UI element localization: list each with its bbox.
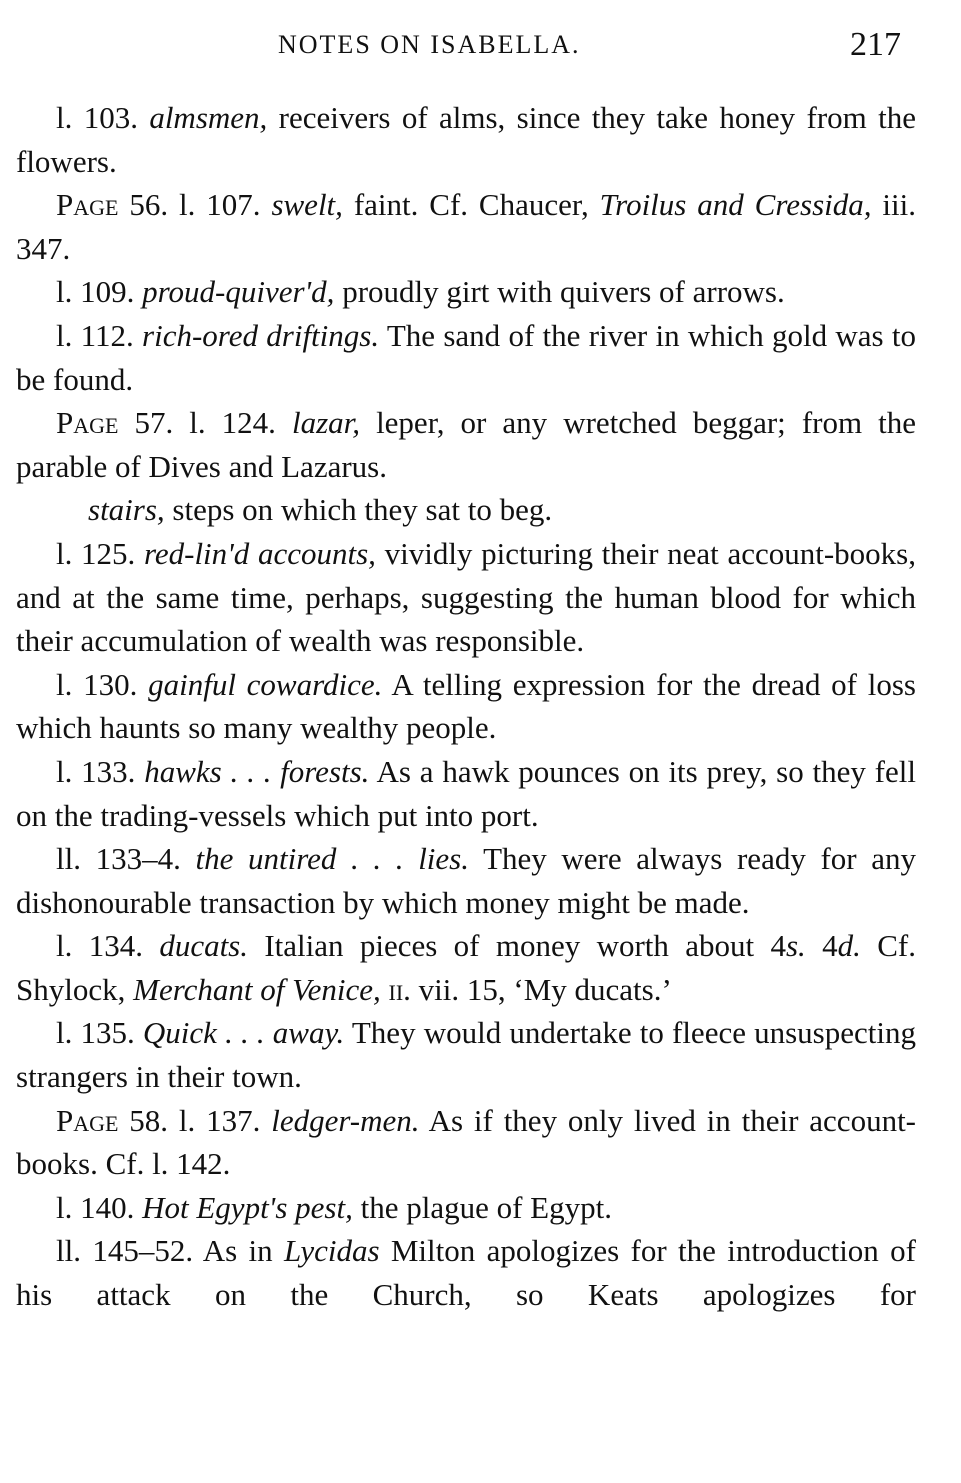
note-text: They were always ready for any dishonourable transaction by which money might be made. (16, 841, 916, 920)
note-italic-text: d. (837, 928, 861, 964)
note-text: vividly picturing their neat account-books, and at the same time, perhaps, suggesting the human blood for which their accumulation of wealth was responsible. (16, 535, 916, 659)
note-paragraph (16, 837, 916, 924)
note-italic-text: ledger-men. (271, 1102, 420, 1138)
note-text: Cf. Shylock, (16, 928, 917, 1007)
note-italic-text: stairs, (88, 492, 165, 528)
note-small-caps-text: Page (56, 187, 119, 223)
note-italic-text: Quick . . . away. (142, 1015, 345, 1051)
note-italic-text: the untired . . . lies. (195, 841, 469, 877)
note-paragraph (16, 924, 916, 1011)
note-text: 58. l. 137. (118, 1102, 272, 1138)
note-text: As if they only lived in their account-books. Cf. l. 142. (16, 1102, 916, 1182)
running-title: NOTES ON ISABELLA. (278, 30, 581, 59)
note-text: l. 140. (56, 1189, 143, 1225)
note-italic-text: Hot Egypt's pest, (142, 1189, 353, 1225)
note-text: 57. l. 124. (118, 405, 292, 441)
note-text: As a hawk pounces on its prey, so they fell on the trading-vessels which put into port. (16, 753, 916, 833)
note-small-caps-text: ii. (388, 971, 411, 1007)
note-italic-text: hawks . . . forests. (144, 753, 370, 789)
note-italic-text: swelt, (271, 187, 343, 223)
note-paragraph (16, 488, 916, 532)
note-text: vii. 15, ‘My ducats.’ (410, 971, 672, 1007)
note-paragraph (16, 1186, 916, 1230)
note-italic-text: s. (785, 928, 806, 964)
note-text (381, 972, 389, 1007)
note-text: The sand of the river in which gold was to be found. (16, 317, 916, 397)
note-italic-text: rich-ored driftings. (142, 317, 380, 353)
note-text: l. 130. (56, 666, 149, 702)
note-text: ll. 145–52. As in (56, 1233, 284, 1269)
note-text: ll. 133–4. (56, 841, 196, 877)
note-italic-text: lazar, (291, 405, 361, 441)
note-small-caps-text: Page (56, 405, 119, 441)
note-text: proudly girt with quivers of arrows. (334, 274, 785, 310)
notes-body (16, 96, 916, 1317)
note-italic-text: red-lin'd accounts, (143, 535, 376, 571)
note-small-caps-text: Page (56, 1102, 119, 1138)
note-text: l. 125. (56, 535, 144, 571)
note-italic-text: gainful cowardice. (148, 666, 383, 702)
note-text: 56. l. 107. (118, 187, 272, 223)
note-italic-text: Merchant of Venice, (133, 971, 381, 1007)
note-italic-text: Lycidas (284, 1233, 380, 1269)
note-paragraph (16, 183, 916, 270)
page-number: 217 (850, 26, 901, 63)
note-text: leper, or any wretched beggar; from the parable of Dives and Lazarus. (16, 405, 916, 484)
note-italic-text: ducats. (159, 928, 248, 964)
note-paragraph (16, 401, 916, 488)
note-text: l. 109. (56, 274, 143, 310)
note-text: Italian pieces of money worth about 4 (248, 928, 786, 964)
note-text: l. 133. (56, 753, 145, 789)
note-paragraph (16, 1099, 916, 1186)
note-paragraph (16, 532, 916, 663)
note-text: l. 112. (56, 317, 143, 353)
note-paragraph (16, 314, 916, 401)
note-text: steps on which they sat to beg. (164, 492, 553, 528)
note-paragraph (16, 96, 916, 183)
note-paragraph (16, 750, 916, 837)
note-italic-text: Troilus and Cressida, (599, 187, 872, 223)
note-italic-text: almsmen, (149, 100, 268, 135)
note-text: 4 (805, 928, 838, 964)
note-text: Milton apologizes for the introduction of his attack on the Church, so Keats apologizes for (16, 1233, 916, 1313)
note-text: l. 135. (56, 1015, 143, 1051)
note-paragraph (16, 663, 916, 750)
note-text: l. 134. (56, 928, 160, 964)
note-paragraph (16, 270, 916, 314)
note-italic-text: proud-quiver'd, (142, 274, 335, 310)
note-text: They would undertake to fleece unsuspecting strangers in their town. (16, 1015, 916, 1095)
note-paragraph (16, 1229, 916, 1316)
note-text: the plague of Egypt. (352, 1189, 612, 1225)
running-head (0, 28, 961, 68)
note-text: A telling expression for the dread of loss which haunts so many wealthy people. (16, 666, 916, 746)
note-text: faint. Cf. Chaucer, (342, 187, 600, 223)
note-paragraph (16, 1011, 916, 1098)
note-text: receivers of alms, since they take honey from the flowers. (16, 100, 916, 179)
note-text: iii. 347. (16, 187, 916, 266)
note-text: l. 103. (56, 100, 150, 135)
